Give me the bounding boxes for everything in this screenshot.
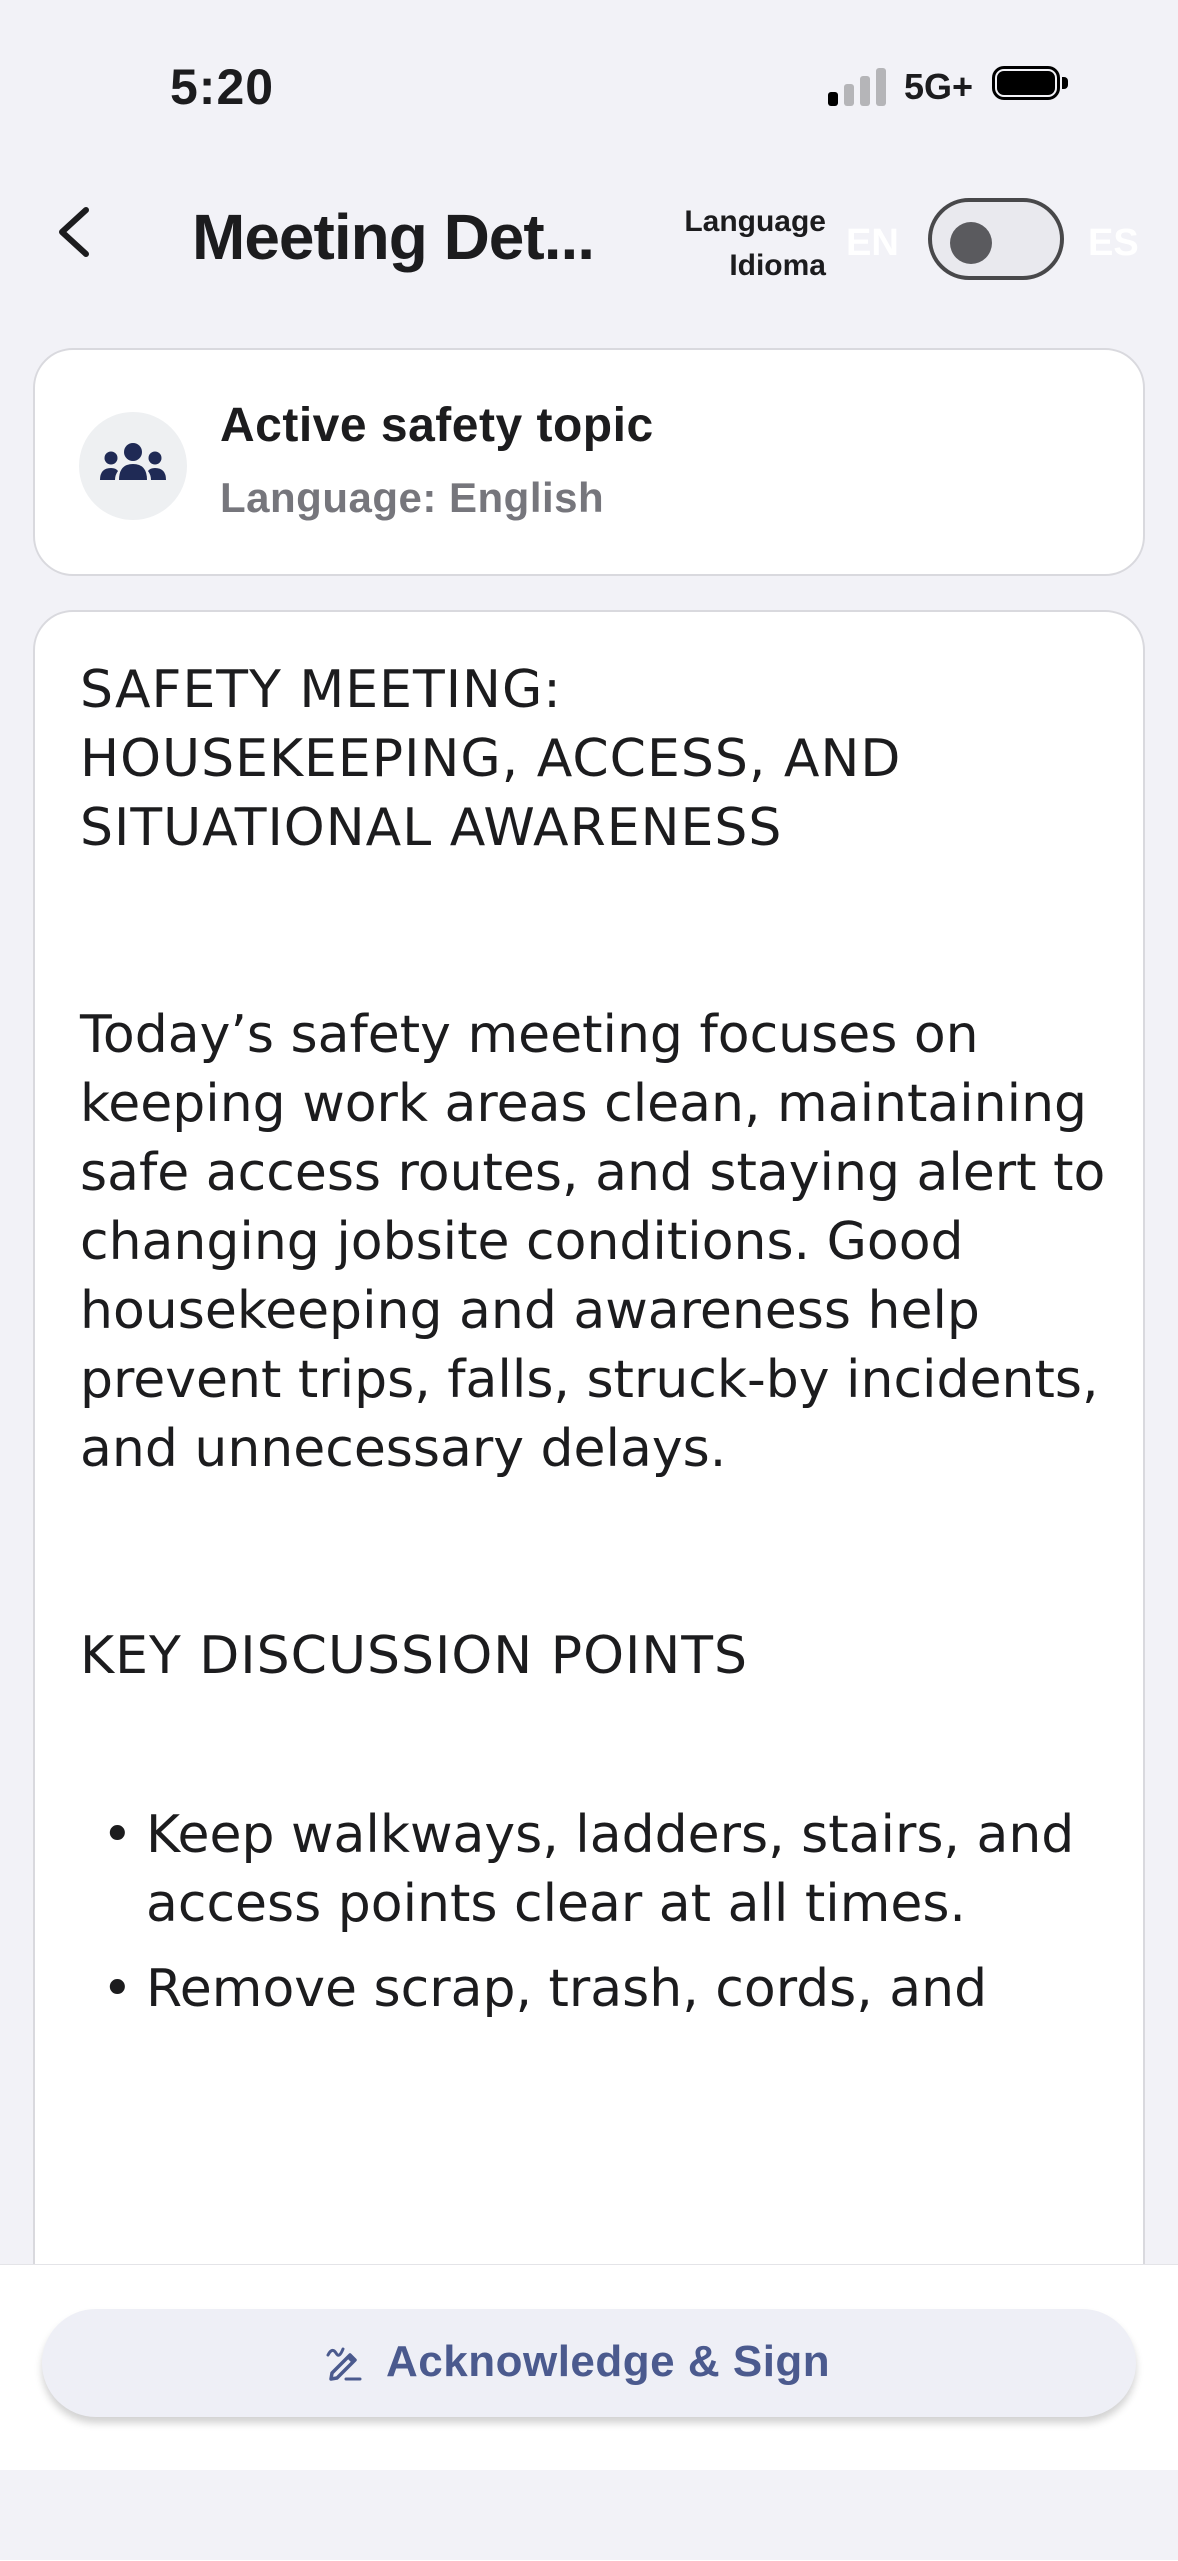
language-toggle[interactable] (928, 198, 1064, 280)
acknowledge-sign-label: Acknowledge & Sign (386, 2337, 831, 2386)
back-button[interactable] (48, 202, 104, 262)
content-heading-line-2: HOUSEKEEPING, ACCESS, AND (80, 729, 902, 789)
content-heading-line-1: SAFETY MEETING: (80, 660, 562, 720)
language-label (684, 200, 826, 288)
language-label-es: Idioma (729, 249, 826, 282)
acknowledge-sign-button[interactable] (42, 2309, 1136, 2417)
meeting-content-card[interactable] (33, 610, 1145, 2510)
chevron-left-icon (48, 202, 104, 262)
list-item: • Remove scrap, trash, cords, and (80, 1955, 1120, 2024)
signature-pen-icon (324, 2343, 364, 2383)
toggle-label-en: EN (846, 222, 899, 264)
intro-paragraph: Today’s safety meeting focuses on keeping work areas clean, maintaining safe access routes, and staying alert to changing jobsite conditions. Good housekeeping and awareness help prevent trips, falls, struck-by incidents, and unnecessary delays. (80, 1005, 1106, 1479)
home-indicator-area (0, 2470, 1178, 2560)
toggle-label-es: ES (1088, 222, 1139, 264)
topic-language: Language: English (220, 474, 605, 521)
group-icon (79, 412, 187, 520)
status-time: 5:20 (170, 59, 275, 115)
battery-icon (992, 66, 1070, 104)
status-bar (0, 0, 1178, 150)
topic-title: Active safety topic (220, 399, 654, 452)
list-item: • Keep walkways, ladders, stairs, and access points clear at all times. (80, 1801, 1120, 1939)
topic-card (33, 348, 1145, 576)
cellular-signal-icon (828, 64, 890, 106)
content-heading-line-3: SITUATIONAL AWARENESS (80, 798, 783, 858)
page-title: Meeting Det... (192, 201, 595, 273)
toggle-knob (950, 222, 992, 264)
section-heading: KEY DISCUSSION POINTS (80, 1626, 749, 1686)
nav-header (0, 150, 1178, 312)
discussion-points-list (80, 1801, 1120, 2024)
network-type: 5G+ (904, 66, 974, 107)
language-label-en: Language (684, 205, 826, 238)
meeting-content (80, 656, 1120, 2040)
